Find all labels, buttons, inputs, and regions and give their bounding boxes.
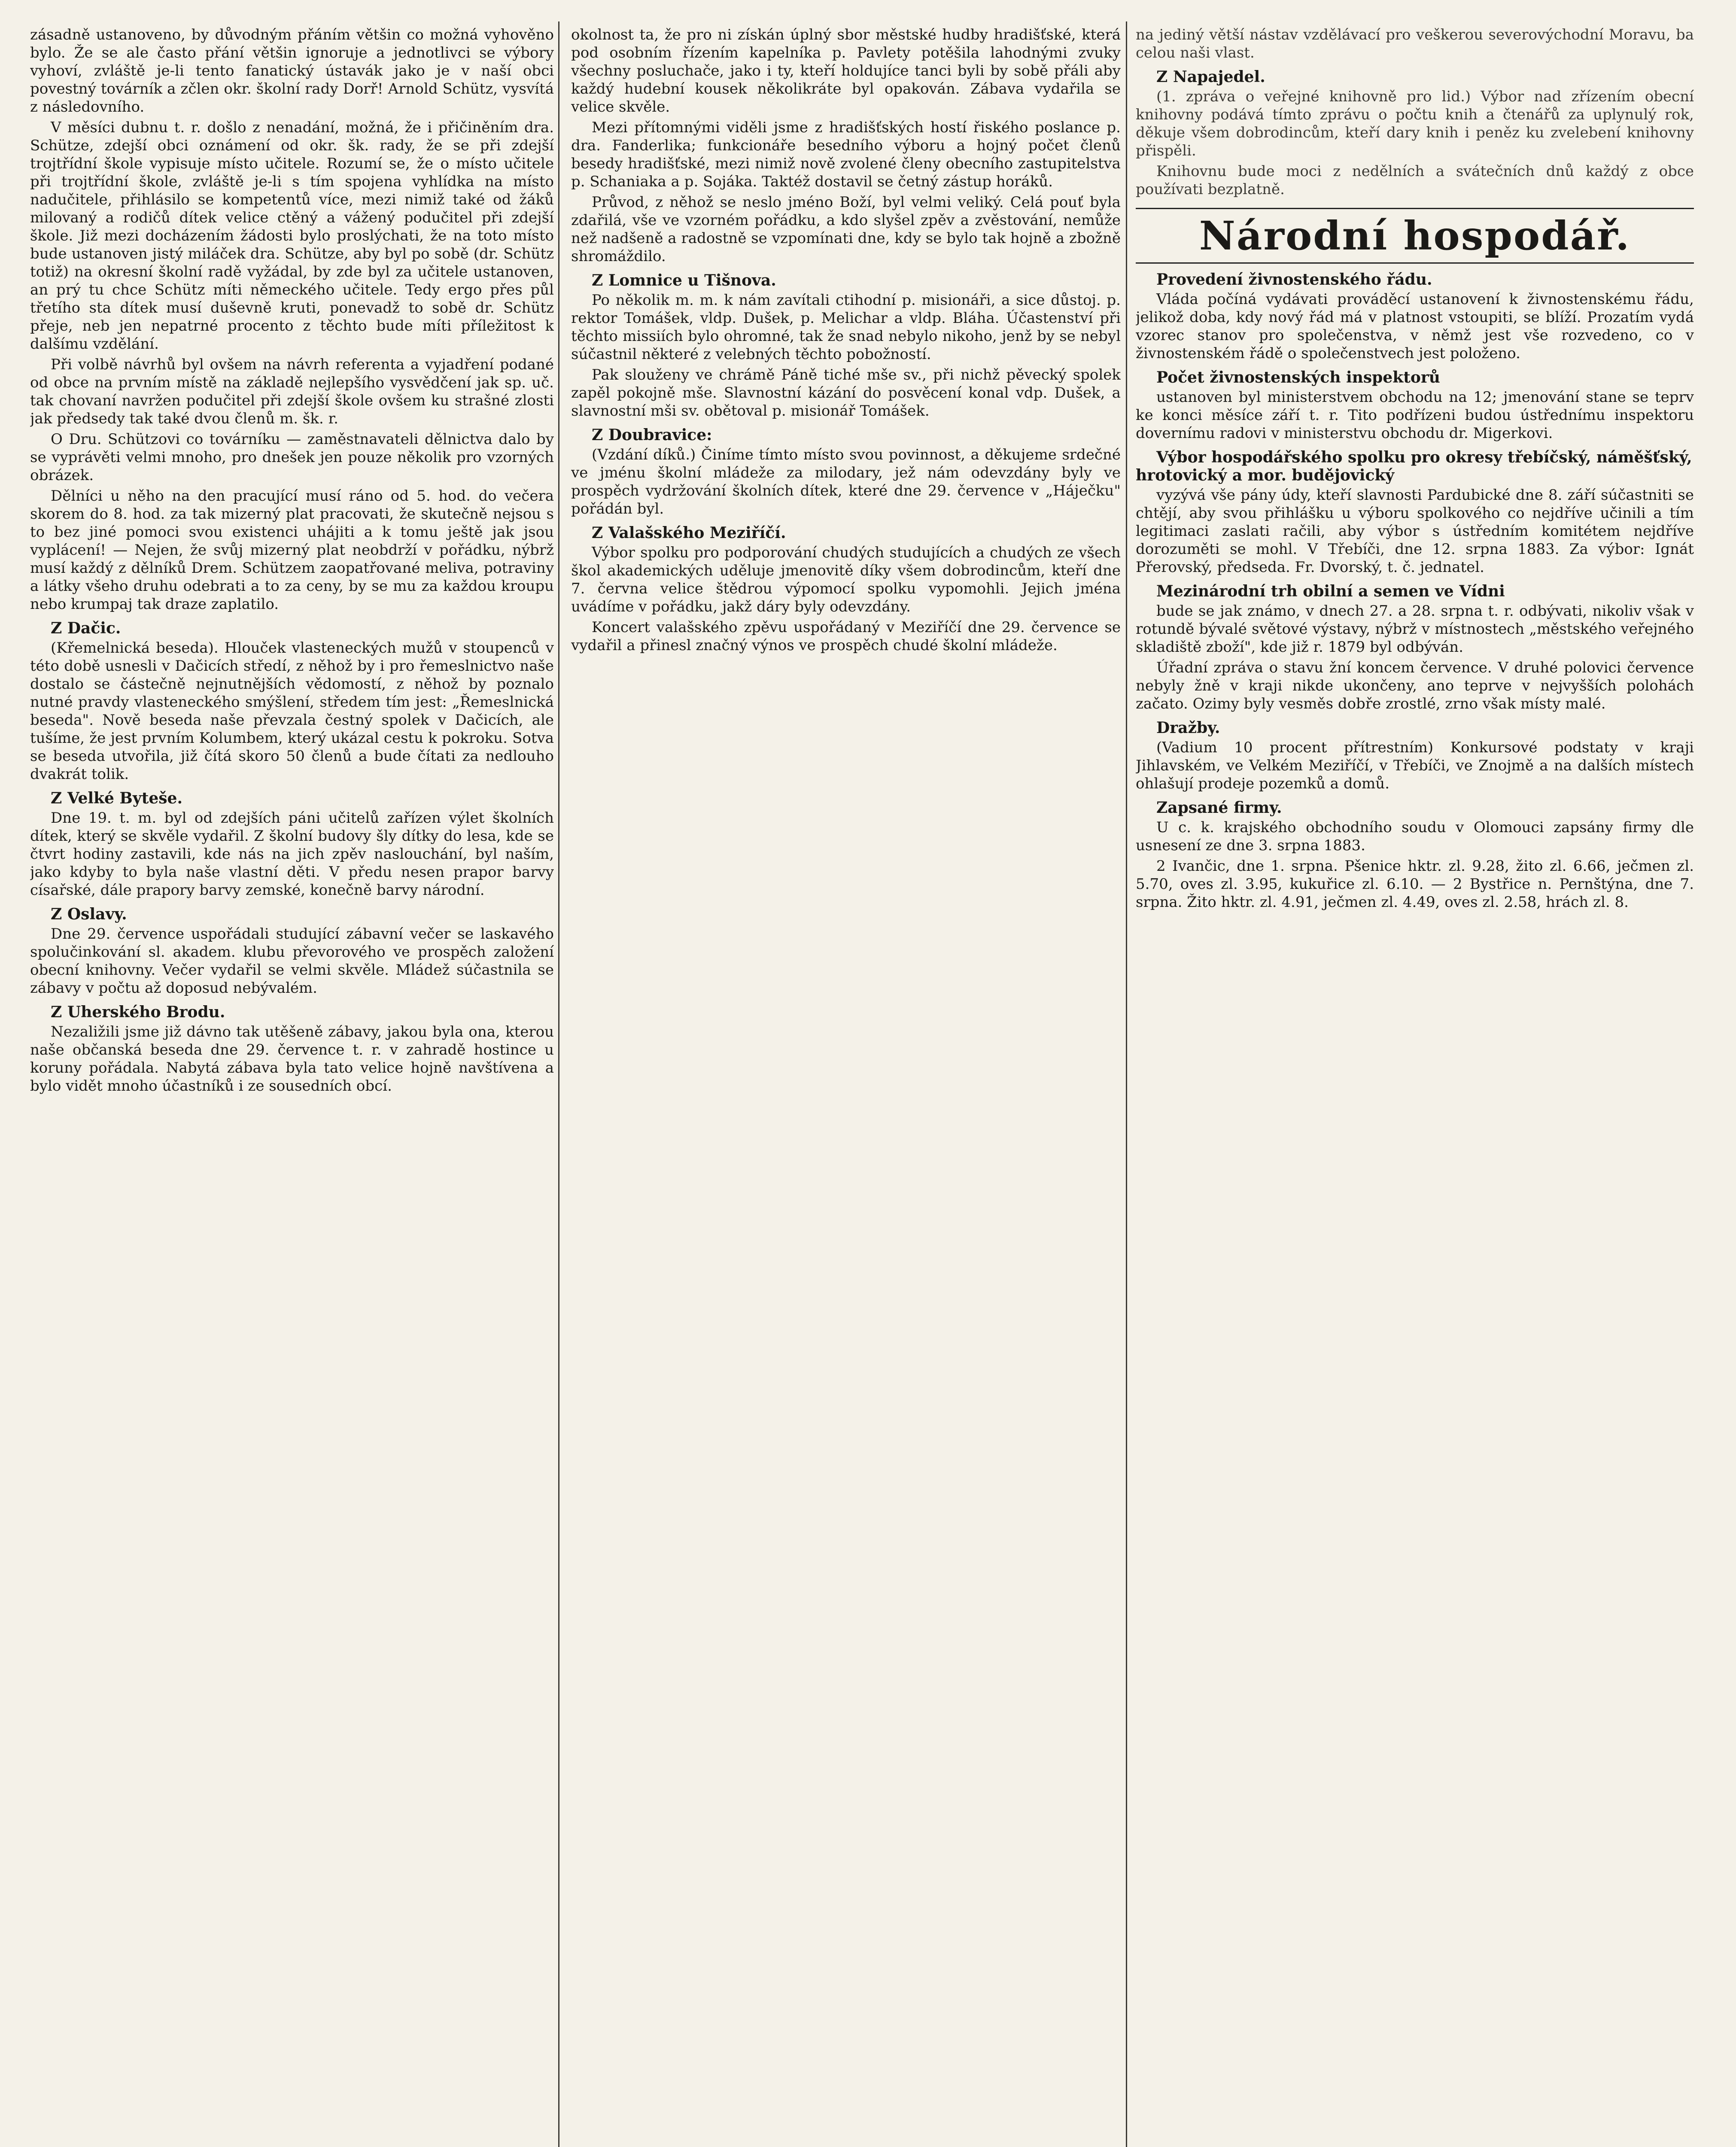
report-heading: Z Uherského Brodu. <box>51 1003 225 1021</box>
article-paragraph: Knihovnu bude moci z nedělních a svátečních dnů každý z obce používati bezplatně. <box>1136 163 1694 198</box>
article-paragraph: (1. zpráva o veřejné knihovně pro lid.) Výbor nad zřízením obecní knihovny podává tímto zprávu o počtu knih a čtenářů za uplynulý rok, děkuje všem dobrodincům, kteří dary knih i peněz ku zvelebení knihovny přispěli. <box>1136 88 1694 159</box>
article-paragraph: Průvod, z něhož se neslo jméno Boží, byl velmi veliký. Celá pouť byla zdařilá, vše ve vzorném pořádku, a kdo slyšel zpěv a zvěstování, nemůže než nadšeně a radostně se vzpomínati dne, kdy se bylo tak hojně a zbožně shromáždilo. <box>571 194 1121 265</box>
article-paragraph: na jediný větší nástav vzdělávací pro veškerou severovýchodní Moravu, ba celou naši vlast. <box>1136 26 1694 61</box>
report-heading: Provedení živnostenského řádu. <box>1156 271 1432 289</box>
article-paragraph: Pak slouženy ve chrámě Páně tiché mše sv., při nichž pěvecký spolek zapěl pokojně mše. Slavnostní kázání do posvěcení konal vdp. Dušek, a slavnostní mši sv. obětoval p. misionář Tomášek. <box>571 366 1121 420</box>
report-heading: Zapsané firmy. <box>1156 799 1282 817</box>
article-paragraph: Koncert valašského zpěvu uspořádaný v Meziříčí dne 29. července se vydařil a přinesl značný výnos ve prospěch chudé školní mládeže. <box>571 619 1121 654</box>
article-paragraph: Výbor spolku pro podporování chudých studujících a chudých ze všech škol akademických uděluje jmenovitě díky všem dobrodincům, kteří dne 7. června velice štědrou výpomocí spolku vypomohli. Jejich jména uvádíme v pořádku, jakž dáry byly odevzdány. <box>571 544 1121 615</box>
report-heading: Z Dačic. <box>51 619 121 637</box>
article-paragraph: okolnost ta, že pro ni získán úplný sbor městské hudby hradišťské, která pod osobním řízením kapelníka p. Pavlety potěšila lahodnými zvuky všechny posluchače, jako i ty, kteří holdujíce tanci byli by sobě přáli aby každý hudební kousek několikráte byl opakován. Zábava vydařila se velice skvěle. <box>571 26 1121 116</box>
column-rule <box>1126 21 1127 2147</box>
article-paragraph: zásadně ustanoveno, by důvodným přáním většin co možná vyhověno bylo. Že se ale často přání většin ignoruje a jednotlivci se výbory vyhoví, zvláště je-li tento fanatický ústavák jako je v naší obci povestný továrník a zčlen okr. školní rady Dorř! Arnold Schütz, vysvítá z následovního. <box>30 26 554 116</box>
report-heading: Z Velké Bytеše. <box>51 789 182 807</box>
middle-column <box>571 26 1121 2147</box>
article-paragraph: Vláda počíná vydávati prováděcí ustanovení k živnostenskému řádu, jelikož doba, kdy nový řád má v platnost vstoupiti, se blíží. Prozatím vydá vzorec stanov pro společenstva, v němž jest vše rozvedeno, co v živnostenském řádě o společenstvech jest položeno. <box>1136 291 1694 362</box>
article-paragraph: ustanoven byl ministerstvem obchodu na 12; jmenování stane se teprv ke konci měsíce září t. r. Tito podřízeni budou ústřednímu inspektoru dovernímu radovi v ministerstvu obchodu dr. Migerkovi. <box>1136 389 1694 442</box>
article-paragraph: O Dru. Schützovi co továrníku — zaměstnavateli dělnictva dalo by se vyprávěti velmi mnoho, pro dnešek jen pouze několik pro vzorných obrázek. <box>30 431 554 484</box>
article-paragraph: Dne 19. t. m. byl od zdejších páni učitelů zařízen výlet školních dítek, který se skvěle vydařil. Z školní budovy šly dítky do lesa, kde se čtvrt hodiny zastavili, kde nás na jich zpěv naslouchání, byl naším, jako kdyby to byla naše vlastní děti. V předu nesen prapor barvy císařské, dále prapory barvy zemské, konečně barvy národní. <box>30 809 554 899</box>
report-heading: Z Doubravice: <box>592 426 712 444</box>
report-heading: Z Oslavy. <box>51 905 127 923</box>
article-paragraph: Po několik m. m. k nám zavítali ctihodní p. misionáři, a sice důstoj. p. rektor Tomášek, vldp. Dušek, p. Melichar a vldp. Bláha. Účastenství při těchto missiích bylo ohromné, tak že snad nebylo nikoho, jenž by se nebyl súčastnil některé z velebných těchto pobožností. <box>571 292 1121 363</box>
article-paragraph: Úřadní zpráva o stavu žní koncem července. V druhé polovici července nebyly žně v kraji nikde ukončeny, ano teprve v nejvyšších polohách začato. Ozimy byly vesměs dobře zrostlé, zrno však místy malé. <box>1136 659 1694 712</box>
article-paragraph: Nezaližili jsme již dávno tak utěšeně zábavy, jakou byla ona, kterou naše občanská beseda dne 29. července t. r. v zahradě hostince u koruny pořádala. Nabytá zábava byla tato velice hojně navštívena a bylo vidět mnoho účastníků i ze sousedních obcí. <box>30 1023 554 1095</box>
article-paragraph: Dělníci u něho na den pracující musí ráno od 5. hod. do večera skorem do 8. hod. za tak mizerný plat pracovati, že skutečně nejsou s to bez jiné pomoci svou existenci uhájiti a k tomu ještě jak jsou vyplácení! — Nejen, že svůj mizerný plat neobdrží v pořádku, nýbrž musí každý z dělníků Drem. Schützem zaopatřované meliva, potraviny a látky všeho druhu odebrati a to za ceny, by se mu za každou kroupu nebo krumpaj tak draze zaplatilo. <box>30 487 554 613</box>
report-heading: Mezinárodní trh obilní a semen ve Vídni <box>1156 582 1505 600</box>
report-heading: Z Lomnice u Tišnova. <box>592 271 776 289</box>
report-heading: Z Napajedel. <box>1156 68 1265 86</box>
report-heading: Z Valašského Meziříčí. <box>592 524 786 542</box>
article-paragraph: (Křemelnická beseda). Hlouček vlasteneckých mužů v stoupenců v této době usnesli v Dačicích středí, z něhož by i pro řemeslnictvo naše dostalo se částečně nejnutnějších vědomostí, z něhož by poznalo nutné pravdy vlasteneckého smýšlení, středem tím jest: „Řemeslnická beseda". Nově beseda naše převzala čestný spolek v Dačicích, ale tušíme, že jest prvním Kolumbem, který ukázal cestu k pokroku. Sotva se beseda utvořila, již čítá skoro 50 členů a bude čítati za nedlouho dvakrát tolik. <box>30 639 554 783</box>
article-paragraph: (Vzdání díků.) Činíme tímto místo svou povinnost, a děkujeme srdečné ve jménu školní mládeže za milodary, jež nám odevzdány byly ve prospěch vydržování školních dítek, které dne 29. července v „Háječku" pořádán byl. <box>571 446 1121 517</box>
section-title: Národní hospodář. <box>1136 208 1694 264</box>
left-column <box>30 26 554 2147</box>
article-paragraph: vyzývá vše pány údy, kteří slavnosti Pardubické dne 8. září súčastniti se chtějí, aby svou přihlášku u výboru spolkového co nejdříve učinili a tím legitimaci zaslati račili, aby výbor s ústředním komitétem nejdříve dorozuměti se mohl. V Třebíči, dne 12. srpna 1883. Za výbor: Ignát Přerovský, předseda. Fr. Dvorský, t. č. jednatel. <box>1136 487 1694 576</box>
report-heading: Výbor hospodářského spolku pro okresy třebíčský, náměšťský, hrotovický a mor. budějovický <box>1136 448 1692 484</box>
report-heading: Počet živnostenských inspektorů <box>1156 368 1440 386</box>
column-rule <box>558 21 559 2147</box>
article-paragraph: 2 Ivančic, dne 1. srpna. Pšenice hktr. zl. 9.28, žito zl. 6.66, ječmen zl. 5.70, oves zl. 3.95, kukuřice zl. 6.10. — 2 Bystřice n. Pernštýna, dne 7. srpna. Žito hktr. zl. 4.91, ječmen zl. 4.49, oves zl. 2.58, hrách zl. 8. <box>1136 858 1694 911</box>
article-paragraph: U c. k. krajského obchodního soudu v Olomouci zapsány firmy dle usnesení ze dne 3. srpna 1883. <box>1136 819 1694 854</box>
article-paragraph: Při volbě návrhů byl ovšem na návrh referenta a vyjadření podané od obce na prvním místě na základě nejlepšího vysvědčení jak sp. uč. tak chovaní navržen podučitel při zdejší škole ovšem ku strašné zlosti jak předsedy tak také dvou členů m. šk. r. <box>30 356 554 427</box>
article-paragraph: Dne 29. července uspořádali studující zábavní večer se laskavého spolučinkování sl. akadem. klubu převorového ve prospěch založení obecní knihovny. Večer vydařil se velmi skvěle. Mládež súčastnila se zábavy v počtu až doposud nebývalém. <box>30 925 554 997</box>
article-paragraph: Mezi přítomnými viděli jsme z hradišťských hostí řiského poslance p. dra. Fanderlika; funkcionáře besedního výboru a hojný počet členů besedy hradišťské, mezi nimiž nově zvolené členy obecního zastupitelstva p. Schaniaka a p. Sojáka. Taktéž dostavil se četný zástup horáků. <box>571 119 1121 190</box>
article-paragraph: V měsíci dubnu t. r. došlo z nenadání, možná, že i přičiněním dra. Schütze, zdejší obci oznámení od okr. šk. rady, že se při zdejší trojtřídní škole vypisuje místo učitele. Rozumí se, že o místo učitele při trojtřídní škole, zvláště je-li s tím spojena vyhlídka na místo nadučitele, přihlásilo se kompetentů více, mezi nimiž také od žáků milovaný a rodičů dítek velice ctěný a vážený podučitel při zdejší škole. Již mezi docházením žádosti bylo proslýchati, že na toto místo bude ustanoven jistý miláček dra. Schütze, aby byl po sobě (dr. Schütz totiž) na okresní školní radě vyžádal, by zde byl za učitele ustanoven, an prý tu chce Schütz míti německého učitele. Tedy ergo přes půl třetího sta dítek musí duševně kruti, ponevadž to sobě dr. Schütz přeje, neb jen nepatrné procento z těchto bude míti příležitost k dalšímu vzdělání. <box>30 119 554 353</box>
report-heading: Dražby. <box>1156 719 1220 737</box>
article-paragraph: (Vadium 10 procent přítrestním) Konkursové podstaty v kraji Jihlavském, ve Velkém Meziříčí, v Třebíči, ve Znojmě a na dalších místech ohlašují prodeje pozemků a domů. <box>1136 739 1694 792</box>
article-paragraph: bude se jak známo, v dnech 27. a 28. srpna t. r. odbývati, nikoliv však v rotundě bývalé světové výstavy, nýbrž v místnostech „městského veřejného skladiště zboží", kde již r. 1879 byl odbýván. <box>1136 602 1694 656</box>
right-column <box>1136 26 1694 2147</box>
